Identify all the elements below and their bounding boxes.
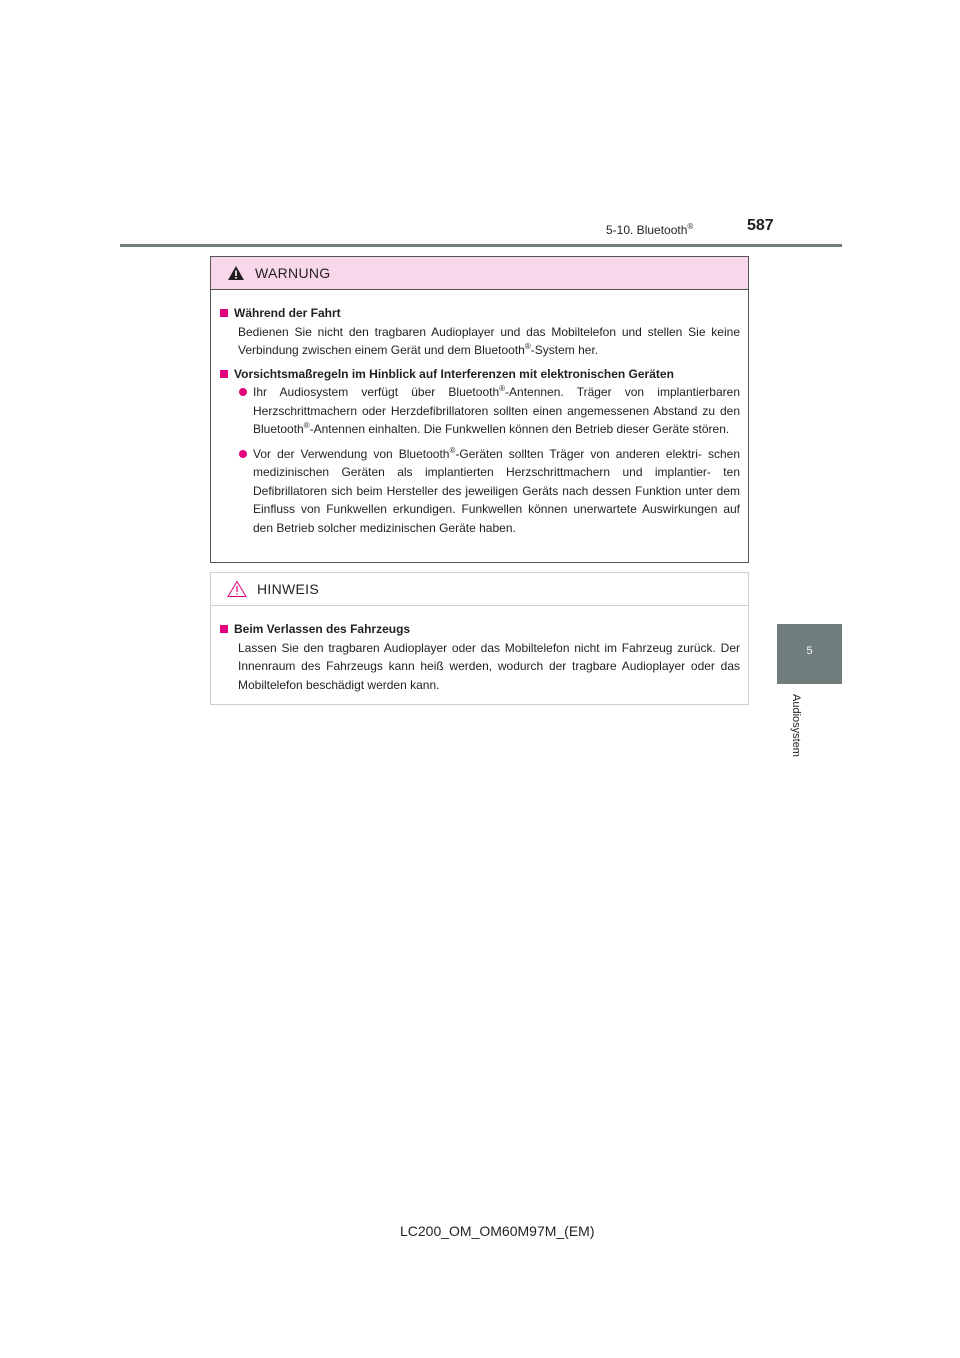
page-number: 587 <box>747 217 774 234</box>
round-bullet-icon <box>239 388 247 396</box>
warning-item-heading: Vorsichtsmaßregeln im Hinblick auf Interferenzen mit elektronischen Geräten <box>219 365 740 384</box>
square-bullet-icon <box>220 625 228 633</box>
section-title: 5-10. Bluetooth® <box>606 222 694 237</box>
square-bullet-icon <box>220 309 228 317</box>
chapter-tab <box>777 624 842 684</box>
notice-header <box>211 573 748 606</box>
warning-item-text: Bedienen Sie nicht den tragbaren Audioplayer und das Mobiltelefon und stellen Sie keine Verbindung zwischen einem Gerät und dem Bluetooth®-System her. <box>238 324 740 357</box>
list-item: Ihr Audiosystem verfügt über Bluetooth®-Antennen. Träger von implantierbaren Herzschrittmachern oder Herzdefibrillatoren sollten einen angemessenen Abstand zu den Bluetooth®-Antennen einhalten. Die Funkwellen können den Betrieb dieser Geräte stören. <box>219 383 740 439</box>
notice-title: HINWEIS <box>257 581 319 597</box>
warning-triangle-icon <box>227 265 245 281</box>
chapter-label: Audiosystem <box>790 694 802 757</box>
notice-box <box>210 572 749 705</box>
notice-item-text: Lassen Sie den tragbaren Audioplayer oder das Mobiltelefon nicht im Fahrzeug zurück. Der Innenraum des Fahrzeugs kann heiß werden, wodurch der tragbare Audioplayer oder das Mobiltelefon beschädigt werden kann. <box>238 640 740 692</box>
warning-box <box>210 256 749 563</box>
warning-title: WARNUNG <box>255 265 331 281</box>
square-bullet-icon <box>220 370 228 378</box>
round-bullet-icon <box>239 450 247 458</box>
document-code: LC200_OM_OM60M97M_(EM) <box>400 1223 595 1239</box>
chapter-number: 5 <box>806 645 813 657</box>
caution-triangle-icon <box>227 580 247 598</box>
list-item: Vor der Verwendung von Bluetooth®-Geräten sollten Träger von anderen elektri- schen medizinischen Geräten als implantierten Herzschrittmachern und implantier- ten Defibrillatoren sich beim Hersteller des jeweiligen Geräts nach dessen Funktion unter dem Einfluss von Funkwellen erkundigen. Funkwellen können unerwartete Auswirkungen auf den Betrieb solcher medizinischen Geräte haben. <box>219 445 740 538</box>
warning-header <box>211 257 748 290</box>
header-rule <box>120 244 842 247</box>
warning-item-heading: Während der Fahrt <box>219 304 740 323</box>
notice-item-heading: Beim Verlassen des Fahrzeugs <box>219 620 740 639</box>
